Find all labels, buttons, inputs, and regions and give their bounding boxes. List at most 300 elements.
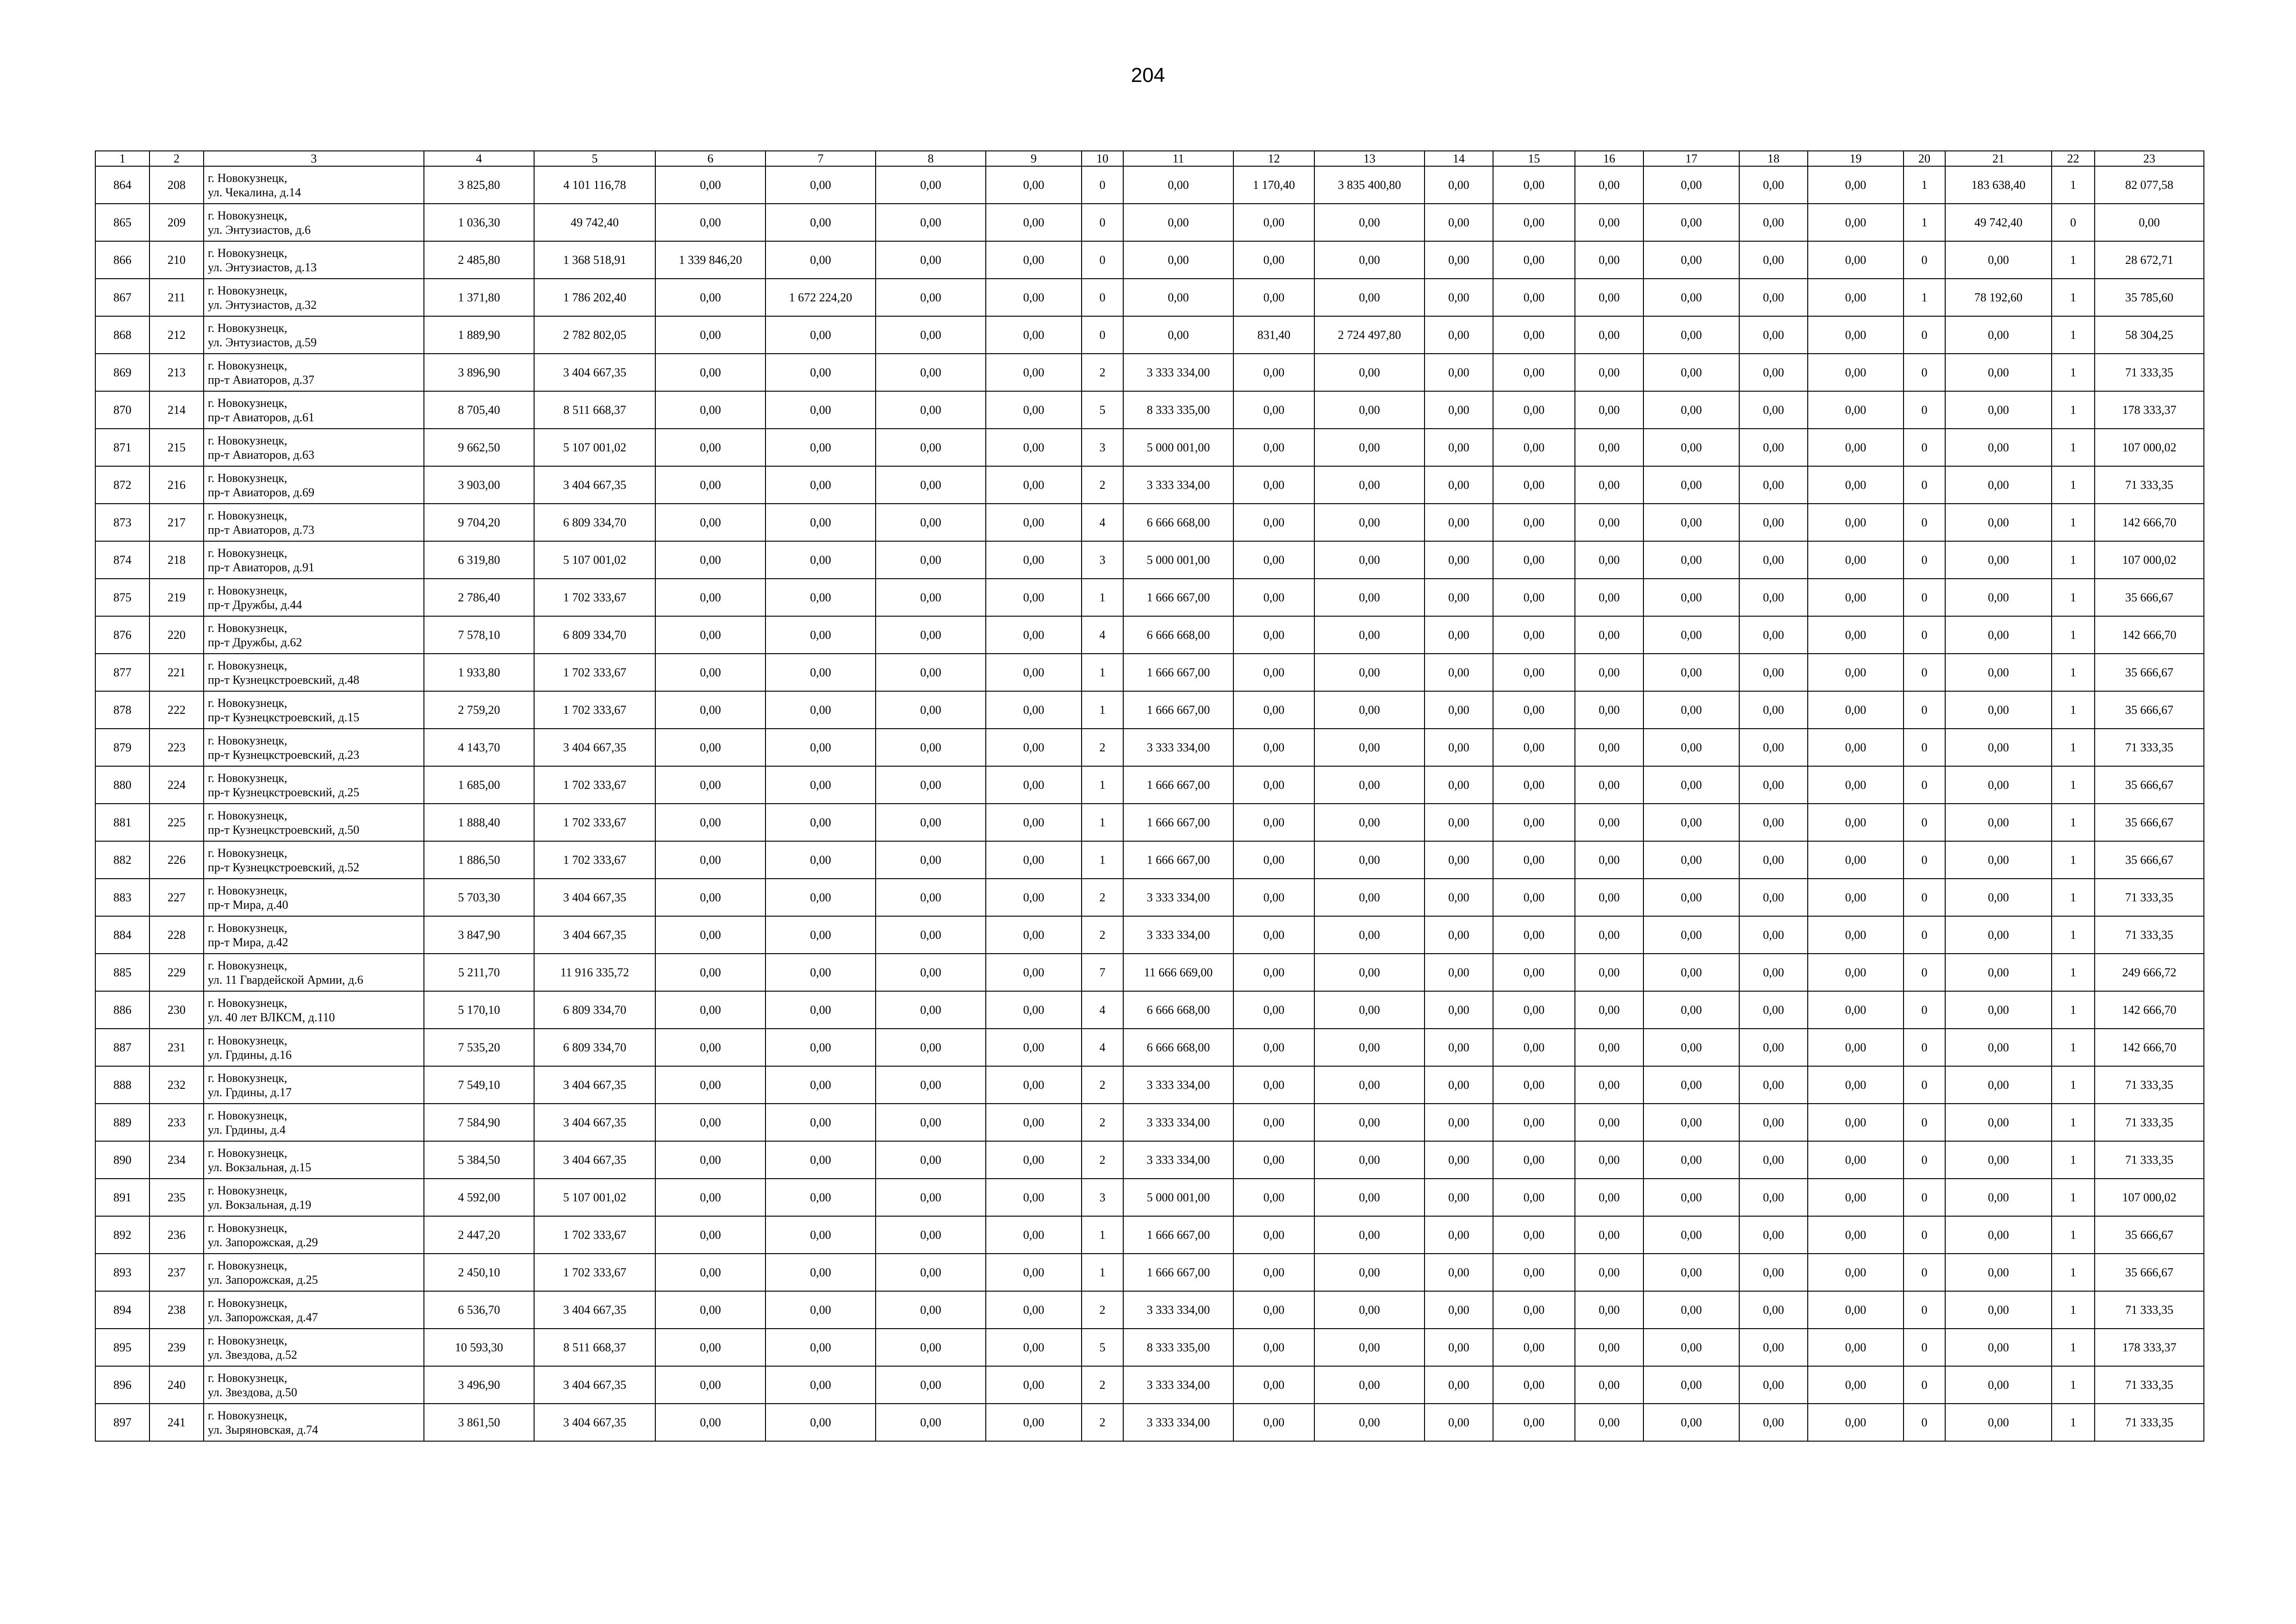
table-cell-col-2: 224 — [149, 766, 204, 804]
table-cell-col-21: 0,00 — [1945, 1366, 2052, 1404]
table-cell-col-11: 8 333 335,00 — [1123, 391, 1233, 429]
table-cell-col-23: 178 333,37 — [2095, 1329, 2204, 1366]
table-cell-col-10: 4 — [1082, 991, 1123, 1029]
table-cell-col-14: 0,00 — [1425, 1141, 1493, 1179]
table-cell-col-16: 0,00 — [1575, 579, 1643, 616]
table-cell-col-8: 0,00 — [876, 841, 986, 879]
table-cell-col-10: 2 — [1082, 354, 1123, 391]
table-cell-col-4: 3 847,90 — [424, 916, 534, 954]
address-cell — [204, 879, 424, 916]
table-cell-col-5: 8 511 668,37 — [534, 1329, 655, 1366]
table-cell-col-21: 0,00 — [1945, 954, 2052, 991]
table-cell-col-18: 0,00 — [1739, 1029, 1808, 1066]
table-cell-col-10: 2 — [1082, 1291, 1123, 1329]
table-cell-col-18: 0,00 — [1739, 1329, 1808, 1366]
table-cell-col-8: 0,00 — [876, 804, 986, 841]
table-cell-col-13: 0,00 — [1314, 1104, 1425, 1141]
table-cell-col-13: 0,00 — [1314, 541, 1425, 579]
column-number: 12 — [1233, 151, 1314, 166]
table-cell-col-15: 0,00 — [1493, 204, 1575, 241]
table-cell-col-19: 0,00 — [1808, 1254, 1904, 1291]
table-cell-col-11: 3 333 334,00 — [1123, 729, 1233, 766]
table-row — [95, 766, 2204, 804]
column-number: 19 — [1808, 151, 1904, 166]
table-cell-col-19: 0,00 — [1808, 1104, 1904, 1141]
address-street: пр-т Кузнецкстроевский, д.15 — [208, 710, 360, 724]
address-city: г. Новокузнецк, — [208, 283, 287, 297]
table-cell-col-18: 0,00 — [1739, 1366, 1808, 1404]
table-cell-col-5: 3 404 667,35 — [534, 1066, 655, 1104]
table-cell-col-9: 0,00 — [986, 729, 1082, 766]
table-cell-col-19: 0,00 — [1808, 1366, 1904, 1404]
table-cell-col-8: 0,00 — [876, 766, 986, 804]
table-cell-col-21: 0,00 — [1945, 579, 2052, 616]
table-cell-col-8: 0,00 — [876, 391, 986, 429]
table-cell-col-14: 0,00 — [1425, 204, 1493, 241]
table-row — [95, 279, 2204, 316]
table-cell-col-20: 0 — [1904, 354, 1945, 391]
table-cell-col-21: 183 638,40 — [1945, 166, 2052, 204]
table-cell-col-17: 0,00 — [1643, 1404, 1739, 1441]
table-cell-col-19: 0,00 — [1808, 654, 1904, 691]
table-cell-col-22: 1 — [2052, 1366, 2095, 1404]
table-cell-col-20: 0 — [1904, 1216, 1945, 1254]
table-cell-col-10: 4 — [1082, 616, 1123, 654]
table-cell-col-16: 0,00 — [1575, 841, 1643, 879]
table-cell-col-10: 4 — [1082, 504, 1123, 541]
table-row — [95, 616, 2204, 654]
table-cell-col-17: 0,00 — [1643, 279, 1739, 316]
table-cell-col-2: 234 — [149, 1141, 204, 1179]
table-cell-col-14: 0,00 — [1425, 391, 1493, 429]
table-cell-col-13: 0,00 — [1314, 579, 1425, 616]
address-city: г. Новокузнецк, — [208, 771, 287, 785]
table-cell-col-8: 0,00 — [876, 1216, 986, 1254]
table-cell-col-4: 9 662,50 — [424, 429, 534, 466]
address-cell — [204, 1066, 424, 1104]
table-cell-col-21: 0,00 — [1945, 1329, 2052, 1366]
table-cell-col-7: 0,00 — [765, 1404, 876, 1441]
table-cell-col-18: 0,00 — [1739, 729, 1808, 766]
address-cell — [204, 579, 424, 616]
table-cell-col-22: 1 — [2052, 804, 2095, 841]
table-cell-col-11: 1 666 667,00 — [1123, 654, 1233, 691]
address-street: ул. Грдины, д.16 — [208, 1048, 292, 1062]
table-cell-col-14: 0,00 — [1425, 1066, 1493, 1104]
table-cell-col-16: 0,00 — [1575, 391, 1643, 429]
table-cell-col-21: 0,00 — [1945, 654, 2052, 691]
table-cell-col-16: 0,00 — [1575, 991, 1643, 1029]
table-cell-col-18: 0,00 — [1739, 316, 1808, 354]
table-cell-col-13: 0,00 — [1314, 466, 1425, 504]
table-cell-col-8: 0,00 — [876, 1066, 986, 1104]
table-cell-col-19: 0,00 — [1808, 391, 1904, 429]
table-cell-col-17: 0,00 — [1643, 1029, 1739, 1066]
table-cell-col-18: 0,00 — [1739, 579, 1808, 616]
table-cell-col-1: 868 — [95, 316, 149, 354]
table-cell-col-9: 0,00 — [986, 916, 1082, 954]
table-cell-col-4: 6 319,80 — [424, 541, 534, 579]
table-cell-col-14: 0,00 — [1425, 504, 1493, 541]
table-cell-col-16: 0,00 — [1575, 1104, 1643, 1141]
table-cell-col-23: 35 666,67 — [2095, 766, 2204, 804]
table-cell-col-22: 1 — [2052, 391, 2095, 429]
table-cell-col-20: 0 — [1904, 579, 1945, 616]
table-cell-col-20: 0 — [1904, 1104, 1945, 1141]
table-cell-col-5: 1 702 333,67 — [534, 1216, 655, 1254]
table-cell-col-17: 0,00 — [1643, 1104, 1739, 1141]
table-cell-col-4: 4 143,70 — [424, 729, 534, 766]
table-cell-col-6: 0,00 — [655, 579, 765, 616]
table-cell-col-9: 0,00 — [986, 354, 1082, 391]
table-cell-col-4: 1 933,80 — [424, 654, 534, 691]
address-street: ул. Грдины, д.4 — [208, 1123, 286, 1137]
table-cell-col-1: 870 — [95, 391, 149, 429]
table-cell-col-14: 0,00 — [1425, 241, 1493, 279]
table-cell-col-7: 0,00 — [765, 316, 876, 354]
table-cell-col-23: 142 666,70 — [2095, 504, 2204, 541]
table-cell-col-10: 1 — [1082, 691, 1123, 729]
table-cell-col-20: 0 — [1904, 1066, 1945, 1104]
table-cell-col-8: 0,00 — [876, 1029, 986, 1066]
table-cell-col-7: 0,00 — [765, 429, 876, 466]
table-cell-col-20: 0 — [1904, 1179, 1945, 1216]
table-cell-col-21: 0,00 — [1945, 541, 2052, 579]
table-cell-col-12: 0,00 — [1233, 1104, 1314, 1141]
table-cell-col-6: 0,00 — [655, 1366, 765, 1404]
table-cell-col-7: 0,00 — [765, 991, 876, 1029]
table-cell-col-19: 0,00 — [1808, 466, 1904, 504]
table-cell-col-8: 0,00 — [876, 654, 986, 691]
table-cell-col-22: 1 — [2052, 1029, 2095, 1066]
table-cell-col-11: 6 666 668,00 — [1123, 616, 1233, 654]
table-cell-col-2: 219 — [149, 579, 204, 616]
table-cell-col-12: 0,00 — [1233, 916, 1314, 954]
table-cell-col-20: 0 — [1904, 729, 1945, 766]
table-cell-col-5: 1 786 202,40 — [534, 279, 655, 316]
table-cell-col-22: 1 — [2052, 916, 2095, 954]
address-cell — [204, 316, 424, 354]
table-cell-col-2: 229 — [149, 954, 204, 991]
table-cell-col-23: 82 077,58 — [2095, 166, 2204, 204]
table-cell-col-6: 0,00 — [655, 1029, 765, 1066]
address-cell — [204, 504, 424, 541]
table-cell-col-13: 0,00 — [1314, 354, 1425, 391]
table-cell-col-14: 0,00 — [1425, 804, 1493, 841]
table-cell-col-12: 0,00 — [1233, 541, 1314, 579]
table-row — [95, 1179, 2204, 1216]
table-cell-col-2: 213 — [149, 354, 204, 391]
table-cell-col-14: 0,00 — [1425, 1179, 1493, 1216]
table-cell-col-12: 0,00 — [1233, 616, 1314, 654]
table-cell-col-11: 1 666 667,00 — [1123, 804, 1233, 841]
table-cell-col-2: 211 — [149, 279, 204, 316]
table-cell-col-7: 0,00 — [765, 1366, 876, 1404]
table-cell-col-2: 236 — [149, 1216, 204, 1254]
table-cell-col-16: 0,00 — [1575, 316, 1643, 354]
table-cell-col-8: 0,00 — [876, 991, 986, 1029]
table-cell-col-9: 0,00 — [986, 804, 1082, 841]
table-cell-col-10: 1 — [1082, 1254, 1123, 1291]
table-cell-col-1: 871 — [95, 429, 149, 466]
table-row — [95, 1216, 2204, 1254]
table-cell-col-6: 0,00 — [655, 354, 765, 391]
table-cell-col-22: 1 — [2052, 1066, 2095, 1104]
table-cell-col-11: 3 333 334,00 — [1123, 879, 1233, 916]
table-cell-col-14: 0,00 — [1425, 1366, 1493, 1404]
table-cell-col-17: 0,00 — [1643, 1066, 1739, 1104]
table-cell-col-11: 3 333 334,00 — [1123, 466, 1233, 504]
table-cell-col-13: 0,00 — [1314, 1404, 1425, 1441]
table-cell-col-20: 0 — [1904, 616, 1945, 654]
table-cell-col-12: 0,00 — [1233, 1254, 1314, 1291]
table-cell-col-12: 0,00 — [1233, 279, 1314, 316]
table-cell-col-11: 1 666 667,00 — [1123, 1254, 1233, 1291]
table-cell-col-6: 0,00 — [655, 954, 765, 991]
table-cell-col-1: 877 — [95, 654, 149, 691]
table-cell-col-13: 0,00 — [1314, 279, 1425, 316]
table-cell-col-2: 230 — [149, 991, 204, 1029]
table-cell-col-13: 2 724 497,80 — [1314, 316, 1425, 354]
table-cell-col-22: 1 — [2052, 991, 2095, 1029]
table-cell-col-22: 1 — [2052, 241, 2095, 279]
table-row — [95, 466, 2204, 504]
table-cell-col-2: 208 — [149, 166, 204, 204]
table-cell-col-7: 0,00 — [765, 1029, 876, 1066]
table-cell-col-14: 0,00 — [1425, 466, 1493, 504]
table-cell-col-22: 1 — [2052, 1104, 2095, 1141]
table-cell-col-8: 0,00 — [876, 429, 986, 466]
address-city: г. Новокузнецк, — [208, 321, 287, 335]
table-cell-col-4: 6 536,70 — [424, 1291, 534, 1329]
table-cell-col-15: 0,00 — [1493, 316, 1575, 354]
table-cell-col-6: 0,00 — [655, 466, 765, 504]
table-cell-col-5: 1 702 333,67 — [534, 691, 655, 729]
table-cell-col-16: 0,00 — [1575, 1404, 1643, 1441]
table-cell-col-10: 2 — [1082, 1366, 1123, 1404]
table-cell-col-12: 0,00 — [1233, 991, 1314, 1029]
address-cell — [204, 804, 424, 841]
table-cell-col-10: 3 — [1082, 429, 1123, 466]
table-cell-col-8: 0,00 — [876, 279, 986, 316]
address-city: г. Новокузнецк, — [208, 358, 287, 372]
table-cell-col-7: 0,00 — [765, 504, 876, 541]
address-cell — [204, 1329, 424, 1366]
table-cell-col-10: 0 — [1082, 166, 1123, 204]
table-cell-col-20: 0 — [1904, 1254, 1945, 1291]
table-cell-col-4: 3 903,00 — [424, 466, 534, 504]
address-cell — [204, 241, 424, 279]
table-cell-col-14: 0,00 — [1425, 1104, 1493, 1141]
table-cell-col-14: 0,00 — [1425, 954, 1493, 991]
table-row — [95, 804, 2204, 841]
table-cell-col-17: 0,00 — [1643, 1216, 1739, 1254]
table-cell-col-18: 0,00 — [1739, 654, 1808, 691]
table-cell-col-21: 0,00 — [1945, 1066, 2052, 1104]
table-cell-col-19: 0,00 — [1808, 916, 1904, 954]
table-cell-col-21: 0,00 — [1945, 766, 2052, 804]
table-cell-col-12: 831,40 — [1233, 316, 1314, 354]
table-cell-col-11: 3 333 334,00 — [1123, 1291, 1233, 1329]
table-cell-col-11: 0,00 — [1123, 279, 1233, 316]
address-street: ул. Чекалина, д.14 — [208, 185, 301, 199]
address-cell — [204, 429, 424, 466]
table-cell-col-21: 0,00 — [1945, 316, 2052, 354]
table-cell-col-19: 0,00 — [1808, 841, 1904, 879]
table-cell-col-23: 107 000,02 — [2095, 541, 2204, 579]
table-row — [95, 579, 2204, 616]
table-cell-col-23: 35 666,67 — [2095, 1216, 2204, 1254]
table-cell-col-4: 5 170,10 — [424, 991, 534, 1029]
table-cell-col-15: 0,00 — [1493, 766, 1575, 804]
table-cell-col-6: 0,00 — [655, 616, 765, 654]
table-cell-col-10: 1 — [1082, 804, 1123, 841]
table-cell-col-5: 6 809 334,70 — [534, 991, 655, 1029]
table-row — [95, 879, 2204, 916]
table-cell-col-6: 0,00 — [655, 204, 765, 241]
table-cell-col-1: 880 — [95, 766, 149, 804]
column-number: 4 — [424, 151, 534, 166]
table-cell-col-18: 0,00 — [1739, 1179, 1808, 1216]
table-cell-col-8: 0,00 — [876, 504, 986, 541]
table-cell-col-10: 4 — [1082, 1029, 1123, 1066]
table-cell-col-10: 0 — [1082, 204, 1123, 241]
table-cell-col-20: 0 — [1904, 954, 1945, 991]
column-number: 11 — [1123, 151, 1233, 166]
table-cell-col-7: 0,00 — [765, 354, 876, 391]
table-cell-col-12: 0,00 — [1233, 579, 1314, 616]
table-cell-col-2: 233 — [149, 1104, 204, 1141]
table-cell-col-21: 0,00 — [1945, 391, 2052, 429]
table-cell-col-9: 0,00 — [986, 279, 1082, 316]
table-cell-col-9: 0,00 — [986, 1291, 1082, 1329]
table-cell-col-4: 1 886,50 — [424, 841, 534, 879]
table-cell-col-5: 3 404 667,35 — [534, 1366, 655, 1404]
table-cell-col-6: 0,00 — [655, 1066, 765, 1104]
table-row — [95, 1104, 2204, 1141]
table-cell-col-9: 0,00 — [986, 429, 1082, 466]
table-cell-col-14: 0,00 — [1425, 691, 1493, 729]
address-street: ул. Энтузиастов, д.13 — [208, 260, 317, 274]
table-cell-col-19: 0,00 — [1808, 204, 1904, 241]
table-cell-col-19: 0,00 — [1808, 954, 1904, 991]
table-cell-col-19: 0,00 — [1808, 879, 1904, 916]
address-city: г. Новокузнецк, — [208, 471, 287, 485]
table-cell-col-12: 1 170,40 — [1233, 166, 1314, 204]
table-cell-col-1: 891 — [95, 1179, 149, 1216]
table-cell-col-12: 0,00 — [1233, 691, 1314, 729]
table-cell-col-4: 10 593,30 — [424, 1329, 534, 1366]
table-cell-col-1: 890 — [95, 1141, 149, 1179]
address-street: ул. Энтузиастов, д.6 — [208, 223, 311, 237]
address-cell — [204, 204, 424, 241]
table-cell-col-9: 0,00 — [986, 1104, 1082, 1141]
table-cell-col-1: 865 — [95, 204, 149, 241]
table-cell-col-1: 872 — [95, 466, 149, 504]
table-cell-col-19: 0,00 — [1808, 1329, 1904, 1366]
table-cell-col-22: 1 — [2052, 1141, 2095, 1179]
table-cell-col-15: 0,00 — [1493, 1404, 1575, 1441]
address-cell — [204, 729, 424, 766]
table-cell-col-9: 0,00 — [986, 1216, 1082, 1254]
table-cell-col-15: 0,00 — [1493, 916, 1575, 954]
table-cell-col-22: 1 — [2052, 166, 2095, 204]
table-cell-col-6: 1 339 846,20 — [655, 241, 765, 279]
address-street: ул. Запорожская, д.29 — [208, 1235, 318, 1249]
table-cell-col-22: 1 — [2052, 616, 2095, 654]
table-cell-col-20: 0 — [1904, 991, 1945, 1029]
address-cell — [204, 1029, 424, 1066]
table-cell-col-13: 0,00 — [1314, 954, 1425, 991]
table-cell-col-22: 1 — [2052, 879, 2095, 916]
table-cell-col-16: 0,00 — [1575, 279, 1643, 316]
table-cell-col-23: 71 333,35 — [2095, 916, 2204, 954]
table-body — [95, 166, 2204, 1441]
table-cell-col-23: 142 666,70 — [2095, 616, 2204, 654]
table-cell-col-18: 0,00 — [1739, 1104, 1808, 1141]
table-cell-col-14: 0,00 — [1425, 616, 1493, 654]
table-cell-col-8: 0,00 — [876, 166, 986, 204]
table-cell-col-17: 0,00 — [1643, 204, 1739, 241]
table-cell-col-9: 0,00 — [986, 991, 1082, 1029]
address-street: ул. Запорожская, д.47 — [208, 1310, 318, 1324]
table-cell-col-11: 0,00 — [1123, 241, 1233, 279]
table-cell-col-21: 0,00 — [1945, 354, 2052, 391]
table-row — [95, 391, 2204, 429]
table-cell-col-19: 0,00 — [1808, 429, 1904, 466]
address-street: пр-т Авиаторов, д.73 — [208, 523, 315, 537]
column-number: 8 — [876, 151, 986, 166]
table-cell-col-18: 0,00 — [1739, 879, 1808, 916]
address-city: г. Новокузнецк, — [208, 808, 287, 822]
table-cell-col-23: 142 666,70 — [2095, 1029, 2204, 1066]
address-cell — [204, 1179, 424, 1216]
table-cell-col-16: 0,00 — [1575, 954, 1643, 991]
table-cell-col-4: 9 704,20 — [424, 504, 534, 541]
table-cell-col-9: 0,00 — [986, 316, 1082, 354]
table-cell-col-7: 0,00 — [765, 954, 876, 991]
table-cell-col-7: 0,00 — [765, 616, 876, 654]
table-cell-col-7: 0,00 — [765, 1104, 876, 1141]
table-cell-col-18: 0,00 — [1739, 766, 1808, 804]
table-row — [95, 504, 2204, 541]
table-cell-col-5: 3 404 667,35 — [534, 1291, 655, 1329]
table-cell-col-15: 0,00 — [1493, 466, 1575, 504]
table-row — [95, 354, 2204, 391]
table-cell-col-22: 1 — [2052, 729, 2095, 766]
address-city: г. Новокузнецк, — [208, 733, 287, 747]
table-cell-col-4: 5 703,30 — [424, 879, 534, 916]
table-cell-col-23: 35 666,67 — [2095, 579, 2204, 616]
address-street: пр-т Мира, д.42 — [208, 935, 288, 949]
table-cell-col-20: 0 — [1904, 804, 1945, 841]
table-cell-col-13: 0,00 — [1314, 654, 1425, 691]
table-cell-col-10: 2 — [1082, 1104, 1123, 1141]
table-cell-col-6: 0,00 — [655, 1291, 765, 1329]
table-cell-col-2: 218 — [149, 541, 204, 579]
table-cell-col-12: 0,00 — [1233, 1216, 1314, 1254]
table-cell-col-10: 5 — [1082, 1329, 1123, 1366]
table-cell-col-5: 3 404 667,35 — [534, 354, 655, 391]
table-cell-col-6: 0,00 — [655, 1141, 765, 1179]
table-cell-col-6: 0,00 — [655, 279, 765, 316]
table-cell-col-16: 0,00 — [1575, 804, 1643, 841]
table-cell-col-7: 1 672 224,20 — [765, 279, 876, 316]
table-cell-col-7: 0,00 — [765, 204, 876, 241]
table-cell-col-16: 0,00 — [1575, 691, 1643, 729]
address-city: г. Новокузнецк, — [208, 621, 287, 635]
table-cell-col-2: 228 — [149, 916, 204, 954]
